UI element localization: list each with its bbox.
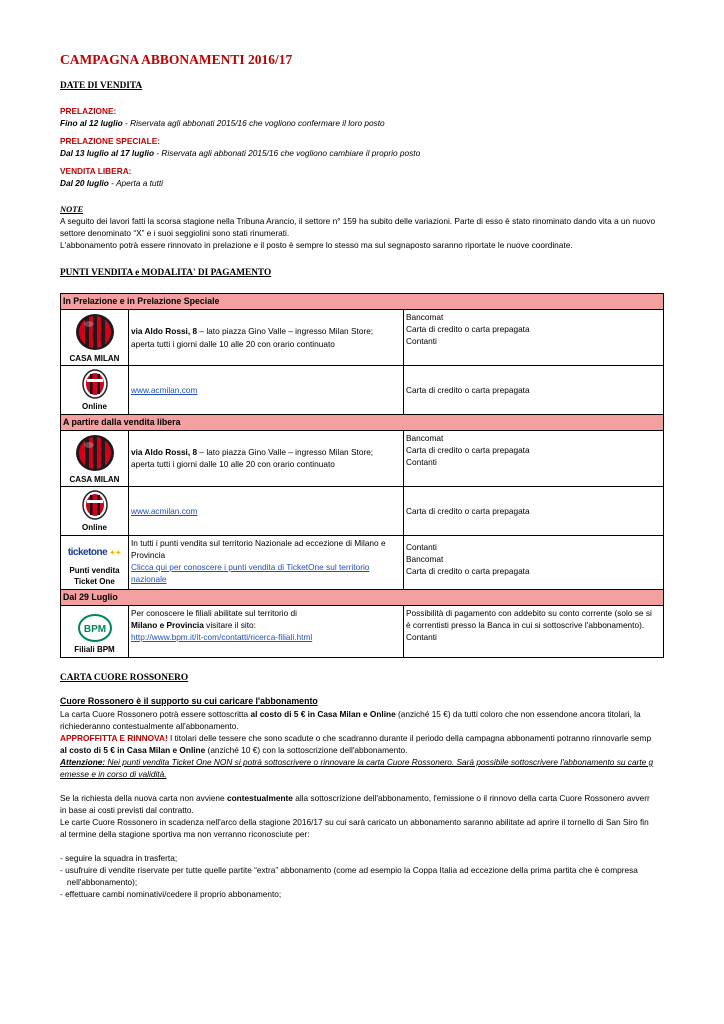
page-title: CAMPAGNA ABBONAMENTI 2016/17: [60, 52, 293, 67]
online-label: Online: [82, 402, 107, 412]
carta-p2-d: (anziché 10 €) con la sottoscrizione dell'abbonamento.: [205, 744, 408, 755]
ticketone-cell: [61, 535, 129, 589]
pay-bancomat: Bancomat: [406, 311, 444, 322]
carta-p4-c: alla sottoscrizione dell'abbonamento, l'emissione o il rinnovo della carta Cuore Rossonero avverr: [292, 792, 650, 803]
bpm-payment-cell: [404, 605, 664, 657]
pay-carta: Carta di credito o carta prepagata: [406, 565, 530, 576]
carta-heading: CARTA CUORE ROSSONERO: [60, 672, 189, 683]
carta-p2-b: I titolari delle tessere che sono scadute o che scadranno durante il periodo della campagna abbonamenti potranno rinnovarle semp: [167, 732, 652, 743]
online-url-cell: [129, 366, 404, 415]
bpm-text-2: visitare il sito:: [203, 619, 256, 630]
list-item: nell'abbonamento);: [60, 876, 138, 887]
list-item: - seguire la squadra in trasferta;: [60, 852, 178, 863]
speciale-date: Dal 13 luglio al 17 luglio: [60, 148, 155, 159]
bpm-text-1: Per conoscere le filiali abilitate sul territorio di: [131, 607, 298, 618]
casa-milan-hours: aperta tutti i giorni dalle 10 alle 20 con orario continuato: [131, 338, 335, 349]
ticketone-payment-cell: [404, 535, 664, 589]
ticketone-logo-text: ticketone: [67, 547, 108, 559]
bpm-logo-text: BPM: [83, 623, 106, 635]
prelazione-label: PRELAZIONE:: [60, 106, 117, 117]
libera-label: VENDITA LIBERA:: [60, 166, 132, 177]
prelazione-block: [60, 105, 665, 129]
online-cell: [61, 487, 129, 536]
casa-milan-cell: [61, 430, 129, 487]
online-cell: [61, 366, 129, 415]
punti-vendita-table: [60, 293, 664, 658]
casa-milan-address-cell: [129, 309, 404, 366]
carta-p3-b: Nei punti vendita Ticket One NON si potrà sottoscrivere o rinnovare la carta Cuore Rossonero. Sarà possibile sottoscrivere l'abbonamento su carte g: [105, 756, 654, 767]
libera-block: [60, 165, 665, 189]
pay-contanti: Contanti: [406, 335, 437, 346]
list-item: - effettuare cambi nominativi/cedere il proprio abbonamento;: [60, 889, 282, 899]
libera-date: Dal 20 luglio: [60, 178, 109, 189]
carta-p1-b: al costo di 5 € in Casa Milan e Online: [250, 708, 396, 719]
carta-p4-b: contestualmente: [226, 792, 293, 803]
bpm-pay-2: è correntisti presso la Banca in cui si sottoscrive l'abbonamento).: [406, 619, 645, 630]
bpm-pay-1: Possibilità di pagamento con addebito su conto corrente (solo se si: [406, 607, 652, 618]
bpm-link[interactable]: http://www.bpm.it/it-com/contatti/ricerca-filiali.html: [131, 631, 313, 642]
casa-milan-label: CASA MILAN: [69, 474, 120, 484]
carta-p3-a: Attenzione:: [60, 756, 106, 767]
list-item: - usufruire di vendite riservate per tutte quelle partite “extra” abbonamento (come ad esempio la Coppa Italia ad eccezione della prima partita che è compresa: [60, 864, 638, 875]
casa-milan-address-street: via Aldo Rossi, 8: [131, 326, 198, 337]
casa-milan-payment-cell: [404, 430, 664, 487]
table-row: [61, 605, 664, 657]
table-row: [61, 430, 664, 487]
casa-milan-logo-icon: [75, 313, 115, 351]
carta-p1-d: richiederanno contestualmente all'abbonamento.: [60, 720, 239, 731]
carta-p1-a: La carta Cuore Rossonero potrà essere sottoscritta: [60, 708, 251, 719]
casa-milan-address-detail: – lato piazza Gino Valle – ingresso Milan Store;: [197, 326, 374, 337]
carta-limitations-list: [60, 852, 665, 900]
note-label: NOTE: [60, 204, 84, 215]
bpm-info-cell: [129, 605, 404, 657]
pay-carta: Carta di credito o carta prepagata: [406, 444, 530, 455]
casa-milan-cell: [61, 309, 129, 366]
ticketone-logo-icon: [63, 546, 126, 561]
bpm-label: Filiali BPM: [74, 644, 115, 654]
ticketone-info-cell: [129, 535, 404, 589]
ticketone-label-1: Punti vendita: [69, 565, 120, 575]
pay-carta: Carta di credito o carta prepagata: [406, 506, 530, 517]
note-block: [60, 203, 665, 251]
prelazione-date: Fino al 12 luglio: [60, 118, 123, 129]
ticketone-text: In tutti i punti vendita sul territorio Nazionale ad eccezione di Milano e Provincia: [131, 537, 386, 560]
carta-p2-c: al costo di 5 € in Casa Milan e Online: [60, 744, 206, 755]
carta-body: [60, 695, 665, 900]
acmilan-link[interactable]: www.acmilan.com: [131, 385, 198, 396]
casa-milan-label: CASA MILAN: [69, 353, 120, 363]
bpm-pay-3: Contanti: [406, 631, 437, 642]
note-line-1: A seguito dei lavori fatti la scorsa stagione nella Tribuna Arancio, il settore n° 159 ha subito delle variazioni. Parte di esso è stato rinominato dando vita a un nuovo settore denominato “X” e i suoi seggiolini sono stati rinumerati.: [60, 216, 656, 239]
pay-carta: Carta di credito o carta prepagata: [406, 323, 530, 334]
carta-p5-b: al termine della stagione sportiva ma non verranno riconosciute per:: [60, 828, 310, 839]
carta-p4-a: Se la richiesta della nuova carta non avviene: [60, 792, 227, 803]
pay-contanti: Contanti: [406, 456, 437, 467]
casa-milan-payment-cell: [404, 309, 664, 366]
carta-p4-d: in base ai costi previsti dal contratto.: [60, 804, 194, 815]
online-payment-cell: [404, 366, 664, 415]
online-label: Online: [82, 523, 107, 533]
pay-carta: Carta di credito o carta prepagata: [406, 385, 530, 396]
speciale-label: PRELAZIONE SPECIALE:: [60, 136, 161, 147]
casa-milan-logo-icon: [75, 434, 115, 472]
carta-p1-c: (anziché 15 €) da tutti coloro che non essendone ancora titolari, la: [395, 708, 641, 719]
bpm-text-2-bold: Milano e Provincia: [131, 619, 204, 630]
section-prelazione-header: In Prelazione e in Prelazione Speciale: [61, 293, 664, 309]
ticketone-stars-icon: ✦✦: [109, 550, 122, 558]
carta-p3-c: emesse e in corso di validità.: [60, 768, 167, 779]
acmilan-link[interactable]: www.acmilan.com: [131, 506, 198, 517]
ticketone-link[interactable]: Clicca qui per conoscere i punti vendita di TicketOne sul territorio nazionale: [131, 561, 370, 584]
carta-p2-a: APPROFFITTA E RINNOVA!: [60, 732, 168, 743]
online-payment-cell: [404, 487, 664, 536]
casa-milan-address-detail: – lato piazza Gino Valle – ingresso Milan Store;: [197, 447, 374, 458]
table-row: [61, 535, 664, 589]
table-row: [61, 309, 664, 366]
document-page: [60, 50, 665, 900]
casa-milan-hours: aperta tutti i giorni dalle 10 alle 20 con orario continuato: [131, 459, 335, 470]
pay-bancomat: Bancomat: [406, 432, 444, 443]
acmilan-crest-icon: [82, 369, 108, 399]
prelazione-desc: - Riservata agli abbonati 2015/16 che vogliono confermare il loro posto: [122, 118, 385, 129]
casa-milan-address-street: via Aldo Rossi, 8: [131, 447, 198, 458]
punti-vendita-heading: PUNTI VENDITA e MODALITA' DI PAGAMENTO: [60, 268, 272, 279]
note-line-2: L'abbonamento potrà essere rinnovato in prelazione e il posto è sempre lo stesso ma sul segnaposto saranno riportate le nuove coordinate.: [60, 240, 573, 251]
section-29-luglio-header: Dal 29 Luglio: [61, 589, 664, 605]
carta-p5-a: Le carte Cuore Rossonero in scadenza nell'arco della stagione 2016/17 su cui sarà caricato un abbonamento saranno abilitate ad aprire il tornello di San Siro fin: [60, 816, 649, 827]
table-row: [61, 366, 664, 415]
pay-contanti: Contanti: [406, 541, 437, 552]
ticketone-label-2: Ticket One: [74, 577, 115, 587]
pay-bancomat: Bancomat: [406, 553, 444, 564]
casa-milan-address-cell: [129, 430, 404, 487]
libera-desc: - Aperta a tutti: [108, 178, 163, 189]
online-url-cell: [129, 487, 404, 536]
bpm-cell: [61, 605, 129, 657]
speciale-desc: - Riservata agli abbonati 2015/16 che vogliono cambiare il proprio posto: [154, 148, 421, 159]
section-libera-header: A partire dalla vendita libera: [61, 414, 664, 430]
table-row: [61, 487, 664, 536]
bpm-logo-icon: [78, 614, 112, 642]
carta-subheading: Cuore Rossonero è il supporto su cui caricare l'abbonamento: [60, 696, 318, 707]
date-vendita-heading: DATE DI VENDITA: [60, 80, 143, 91]
speciale-block: [60, 135, 665, 159]
acmilan-crest-icon: [82, 490, 108, 520]
